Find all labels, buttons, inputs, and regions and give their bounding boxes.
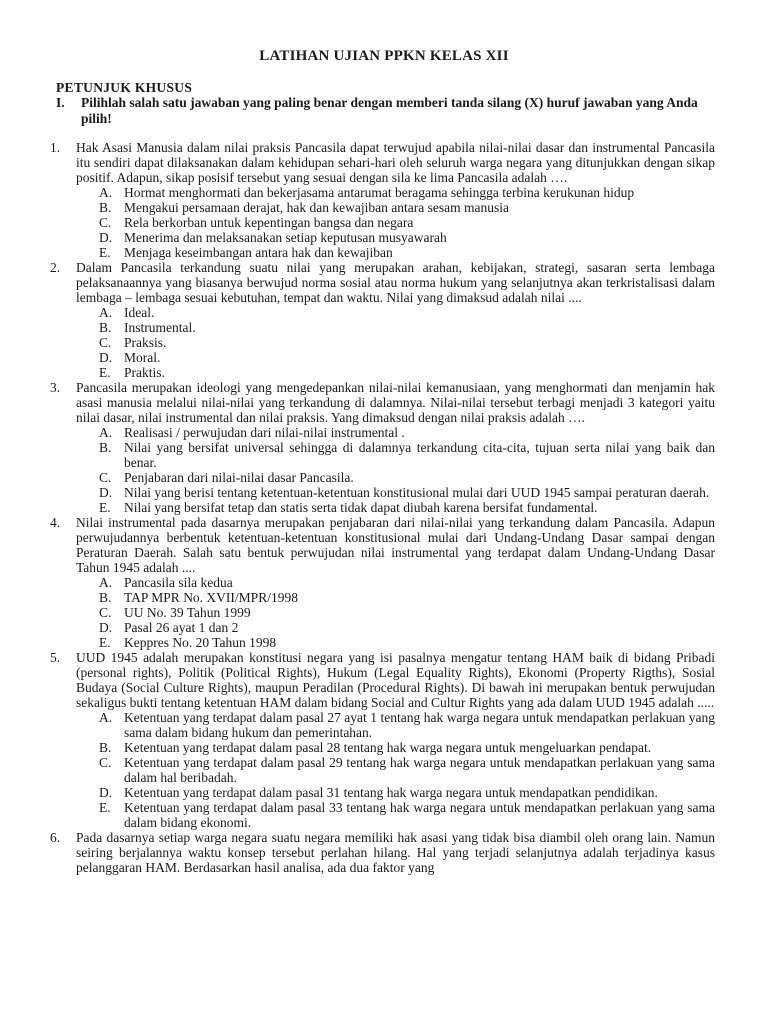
answer-option — [50, 185, 715, 200]
option-text: Hormat menghormati dan bekerjasama antarumat beragama sehingga terbina kerukunan hidup — [124, 185, 635, 200]
option-letter: B. — [99, 200, 112, 215]
option-text: Nilai yang bersifat universal sehingga di dalamnya terkandung cita-cita, tujuan serta nilai yang baik dan benar. — [124, 440, 715, 470]
question-item — [50, 140, 715, 260]
answer-option — [50, 215, 715, 230]
option-letter: C. — [99, 470, 112, 485]
answer-option — [50, 350, 715, 365]
answer-option — [50, 320, 715, 335]
option-text: Ideal. — [124, 305, 155, 320]
option-text: Ketentuan yang terdapat dalam pasal 29 tentang hak warga negara untuk mendapatkan perlakuan yang sama dalam hal beribadah. — [124, 755, 715, 785]
option-letter: D. — [99, 485, 113, 500]
question-item — [50, 515, 715, 650]
option-letter: A. — [99, 575, 113, 590]
option-text: Penjabaran dari nilai-nilai dasar Pancasila. — [124, 470, 354, 485]
instruction-number: I. — [56, 95, 65, 110]
question-text: UUD 1945 adalah merupakan konstitusi negara yang isi pasalnya mengatur tentang HAM baik di bidang Pribadi (personal rights), Politik (Political Rights), Hukum (Legal Equality Rights), Ekonomi (Property Rigths), Sosial Budaya (Social Culture Rights), maupun Peradilan (Procedural Rights). Di bawah ini merupakan bentuk perwujudan sekaligus bukti tentang ketentuan HAM dalam bidang Social and Cultur Rights yang ada dalam UUD 1945 adalah ..... — [76, 650, 715, 710]
option-text: Instrumental. — [124, 320, 196, 335]
answer-option — [50, 710, 715, 740]
answer-option — [50, 200, 715, 215]
document-title: LATIHAN UJIAN PPKN KELAS XII — [259, 48, 509, 64]
question-item — [50, 380, 715, 515]
question-text: Nilai instrumental pada dasarnya merupakan penjabaran dari nilai-nilai yang terkandung dalam Pancasila. Adapun perwujudannya berbentuk ketentuan-ketentuan konstitusional mulai dari Undang-Undang Dasar sampai dengan Peraturan Daerah. Salah satu bentuk perwujudan nilai instrumental yang terdapat dalam Undang-Undang Dasar Tahun 1945 adalah .... — [76, 515, 715, 575]
option-letter: A. — [99, 425, 113, 440]
answer-option — [50, 440, 715, 470]
answer-option — [50, 785, 715, 800]
option-letter: E. — [99, 245, 111, 260]
answer-option — [50, 620, 715, 635]
option-letter: E. — [99, 800, 111, 815]
option-letter: D. — [99, 350, 113, 365]
option-text: Menerima dan melaksanakan setiap keputusan musyawarah — [124, 230, 447, 245]
option-text: Keppres No. 20 Tahun 1998 — [124, 635, 277, 650]
question-number: 3. — [50, 380, 61, 395]
answer-options — [50, 305, 715, 380]
answer-option — [50, 800, 715, 830]
option-text: Rela berkorban untuk kepentingan bangsa dan negara — [124, 215, 414, 230]
question-text: Pancasila merupakan ideologi yang mengedepankan nilai-nilai kemanusiaan, yang menghormati dan menjamin hak asasi manusia melalui nilai-nilai yang terkandung di dalamnya. Nilai-nilai tersebut terbagi menjadi 3 kategori yaitu nilai dasar, nilai instrumental dan nilai praksis. Yang dimaksud dengan nilai praksis adalah …. — [76, 380, 715, 425]
option-letter: E. — [99, 635, 111, 650]
answer-option — [50, 245, 715, 260]
answer-option — [50, 485, 715, 500]
option-letter: B. — [99, 740, 112, 755]
answer-option — [50, 500, 715, 515]
instruction-text: Pilihlah salah satu jawaban yang paling benar dengan memberi tanda silang (X) huruf jawaban yang Anda pilih! — [81, 95, 698, 126]
answer-option — [50, 425, 715, 440]
question-number: 4. — [50, 515, 61, 530]
question-number: 6. — [50, 830, 61, 845]
option-text: Nilai yang bersifat tetap dan statis serta tidak dapat diubah karena bersifat fundamental. — [124, 500, 598, 515]
option-text: Ketentuan yang terdapat dalam pasal 31 tentang hak warga negara untuk mendapatkan pendidikan. — [124, 785, 658, 800]
question-text: Dalam Pancasila terkandung suatu nilai yang merupakan arahan, kebijakan, strategi, sasaran serta lembaga pelaksanaannya yang biasanya berwujud norma sosial atau norma hukum yang selanjutnya akan terkristalisasi dalam lembaga – lembaga sesuai kebutuhan, tempat dan waktu. Nilai yang dimaksud adalah nilai .... — [76, 260, 715, 305]
option-letter: C. — [99, 605, 112, 620]
option-letter: E. — [99, 500, 111, 515]
answer-option — [50, 605, 715, 620]
option-text: Ketentuan yang terdapat dalam pasal 27 ayat 1 tentang hak warga negara untuk mendapatkan perlakuan yang sama dalam bidang hukum dan pemerintahan. — [124, 710, 715, 740]
option-letter: B. — [99, 320, 112, 335]
option-letter: C. — [99, 755, 112, 770]
option-text: Realisasi / perwujudan dari nilai-nilai instrumental . — [124, 425, 405, 440]
option-letter: B. — [99, 590, 112, 605]
instruction — [56, 95, 716, 127]
answer-option — [50, 575, 715, 590]
option-text: Mengakui persamaan derajat, hak dan kewajiban antara sesam manusia — [124, 200, 509, 215]
option-text: Moral. — [124, 350, 161, 365]
option-letter: D. — [99, 230, 113, 245]
option-letter: D. — [99, 620, 113, 635]
answer-option — [50, 335, 715, 350]
option-text: Pancasila sila kedua — [124, 575, 233, 590]
option-text: Ketentuan yang terdapat dalam pasal 33 tentang hak warga negara untuk mendapatkan perlakuan yang sama dalam bidang ekonomi. — [124, 800, 715, 830]
answer-option — [50, 305, 715, 320]
answer-option — [50, 365, 715, 380]
option-letter: C. — [99, 215, 112, 230]
option-text: Ketentuan yang terdapat dalam pasal 28 tentang hak warga negara untuk mengeluarkan pendapat. — [124, 740, 652, 755]
question-item — [50, 650, 715, 830]
option-text: TAP MPR No. XVII/MPR/1998 — [124, 590, 298, 605]
option-text: Praksis. — [124, 335, 167, 350]
answer-option — [50, 740, 715, 755]
option-letter: A. — [99, 185, 113, 200]
option-letter: A. — [99, 710, 113, 725]
option-letter: B. — [99, 440, 112, 455]
option-letter: D. — [99, 785, 113, 800]
answer-option — [50, 635, 715, 650]
question-number: 2. — [50, 260, 61, 275]
option-text: Nilai yang berisi tentang ketentuan-ketentuan konstitusional mulai dari UUD 1945 sampai peraturan daerah. — [124, 485, 710, 500]
answer-option — [50, 230, 715, 245]
answer-options — [50, 185, 715, 260]
option-text: Praktis. — [124, 365, 165, 380]
option-text: Pasal 26 ayat 1 dan 2 — [124, 620, 239, 635]
question-text: Hak Asasi Manusia dalam nilai praksis Pancasila dapat terwujud apabila nilai-nilai dasar dan instrumental Pancasila itu sendiri dapat dilaksanakan dalam kehidupan sehari-hari oleh seluruh warga negara yang ditunjukkan dengan sikap positif. Adapun, sikap posisif tersebut yang sesuai dengan sila ke lima Pancasila adalah …. — [76, 140, 715, 185]
question-number: 5. — [50, 650, 61, 665]
question-list — [50, 140, 715, 875]
answer-option — [50, 590, 715, 605]
option-letter: A. — [99, 305, 113, 320]
option-letter: E. — [99, 365, 111, 380]
question-item — [50, 830, 715, 875]
question-number: 1. — [50, 140, 61, 155]
answer-options — [50, 425, 715, 515]
option-text: UU No. 39 Tahun 1999 — [124, 605, 251, 620]
question-text: Pada dasarnya setiap warga negara suatu negara memiliki hak asasi yang tidak bisa diambil oleh orang lain. Namun seiring berjalannya waktu konsep tersebut perlahan hilang. Hal yang terjadi selanjutnya adalah terjadinya kasus pelanggaran HAM. Berdasarkan hasil analisa, ada dua faktor yang — [76, 830, 715, 875]
answer-options — [50, 575, 715, 650]
answer-options — [50, 710, 715, 830]
option-text: Menjaga keseimbangan antara hak dan kewajiban — [124, 245, 393, 260]
answer-option — [50, 470, 715, 485]
answer-option — [50, 755, 715, 785]
option-letter: C. — [99, 335, 112, 350]
section-heading: PETUNJUK KHUSUS — [56, 80, 193, 95]
question-item — [50, 260, 715, 380]
